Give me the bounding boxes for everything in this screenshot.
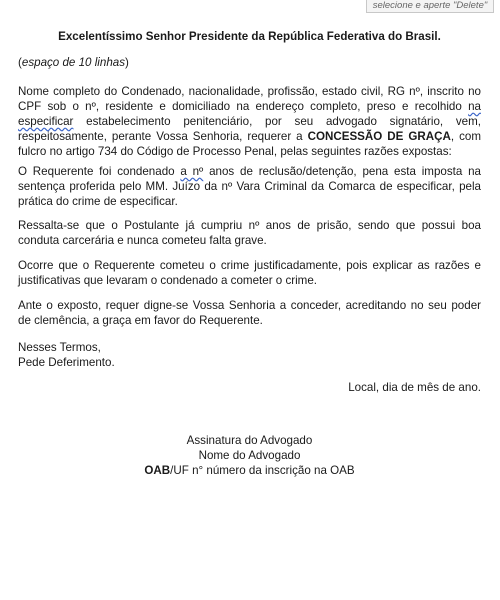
para2-part2: anos de reclusão/detenção, pena esta imposta na sentença proferida pelo MM. Juízo da nº Vara Criminal da Comarca de especificar, pela prática do crime de especificar. [18, 165, 481, 208]
paragraph-justification: Ocorre que o Requerente cometeu o crime justificadamente, pois explicar as razões e justificativas que levaram o condenado a cometer o crime. [18, 259, 481, 287]
para1-part3: , com fulcro no artigo 734 do Código de Processo Penal, pelas seguintes razões expostas: [18, 130, 481, 158]
closing-line-1: Nesses Termos, [18, 341, 101, 354]
oab-label: OAB [144, 464, 171, 477]
spacing-note [18, 55, 481, 70]
paragraph-request: Ante o exposto, requer digne-se Vossa Senhoria a conceder, acreditando no seu poder de clemência, a graça em favor do Requerente. [18, 299, 481, 327]
spacing-note-text: espaço de 10 linhas [21, 56, 126, 69]
oab-registration [18, 463, 481, 478]
delete-hint-tooltip: selecione e aperte "Delete" [366, 0, 494, 13]
paragraph-qualification [18, 84, 481, 159]
para2-underlined-field: a nº [180, 165, 204, 178]
para1-part2: estabelecimento penitenciário, por seu advogado signatário, vem, respeitosamente, perante Vossa Senhoria, requerer a [18, 115, 481, 143]
paragraph-sentence-served: Ressalta-se que o Postulante já cumpriu nº anos de prisão, sendo que possui boa conduta carcerária e nunca cometeu falta grave. [18, 219, 481, 247]
signature-line: Assinatura do Advogado [186, 434, 313, 447]
paragraph-conviction [18, 164, 481, 209]
para1-underlined-field: na especificar [18, 100, 481, 128]
para2-part1: O Requerente foi condenado [18, 165, 181, 178]
oab-number: /UF n° número da inscrição na OAB [170, 464, 355, 477]
lawyer-name: Nome do Advogado [198, 449, 301, 462]
place-and-date: Local, dia de mês de ano. [348, 381, 481, 394]
spacing-note-close: ) [125, 56, 129, 69]
spacing-note-open: ( [18, 56, 22, 69]
document-title: Excelentíssimo Senhor Presidente da República Federativa do Brasil. [58, 30, 441, 43]
closing-line-2: Pede Deferimento. [18, 356, 115, 369]
para1-bold-request: CONCESSÃO DE GRAÇA [307, 130, 451, 143]
para1-part1: Nome completo do Condenado, nacionalidade, profissão, estado civil, RG nº, inscrito no CPF sob o nº, residente e domiciliado na endereço completo, preso e recolhido [18, 85, 481, 113]
